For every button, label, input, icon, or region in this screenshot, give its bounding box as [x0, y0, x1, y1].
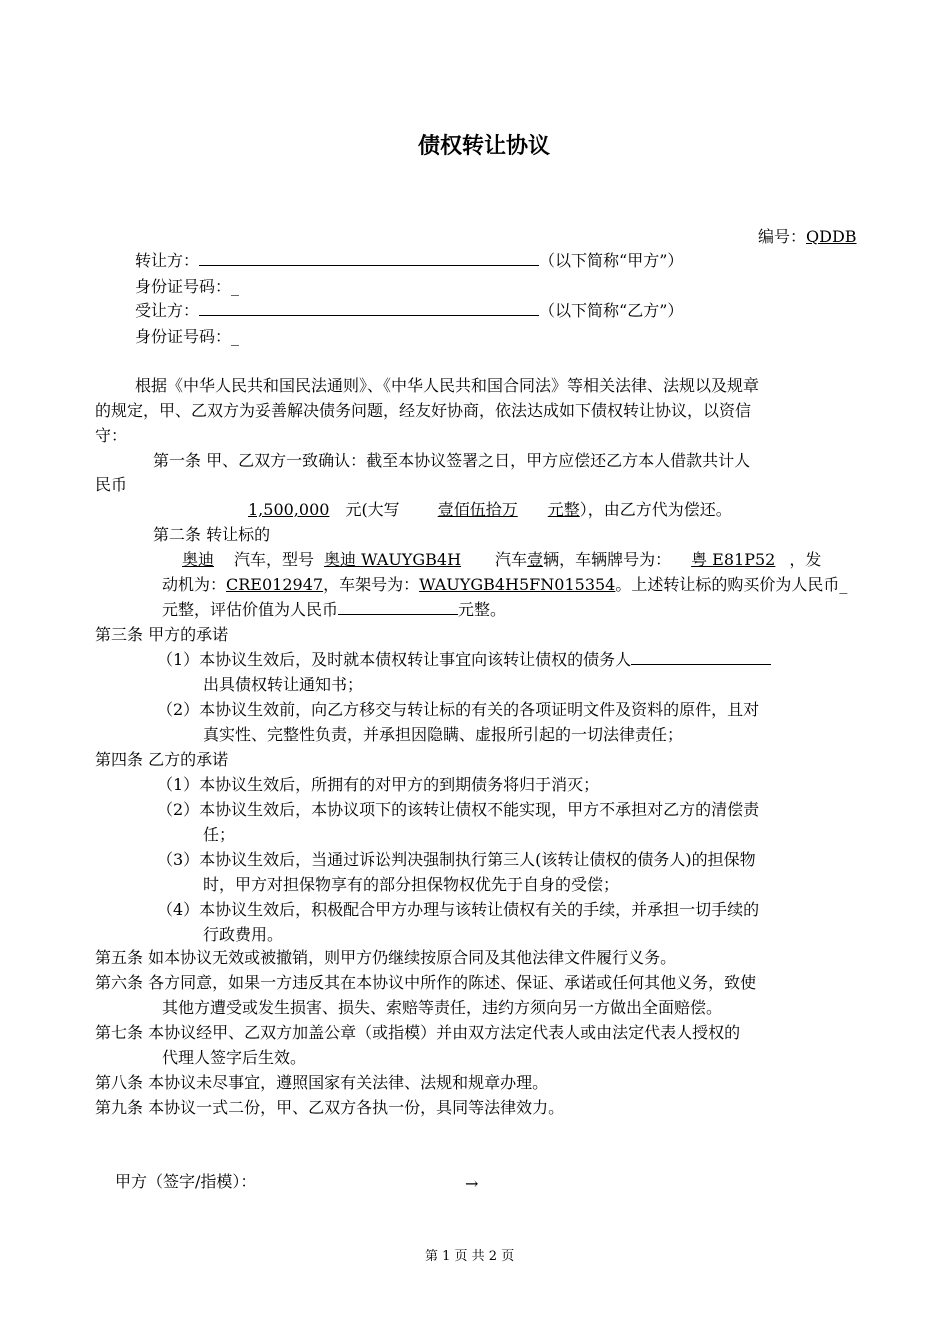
transferor-label: 转让方： [135, 251, 200, 270]
vehicle-text-1: 汽车，型号 [234, 550, 315, 569]
article-4-item-4-cont: 行政费用。 [203, 925, 284, 944]
amount-in-words: 壹佰伍拾万 元整 [437, 500, 580, 519]
article-4-item-2: （2）本协议生效后，本协议项下的该转让债权不能实现，甲方不承担对乙方的清偿责 [157, 800, 760, 819]
transferee-name-blank[interactable] [199, 300, 539, 316]
price-text: 。上述转让标的购买价为人民币_ [615, 575, 848, 594]
serial-value: QDDB [806, 227, 857, 246]
serial-label: 编号： [758, 227, 807, 246]
vehicle-plate: 粤 E81P52 [691, 550, 776, 569]
preamble-line-2: 的规定，甲、乙双方为妥善解决债务问题，经友好协商，依法达成如下债权转让协议，以资信 [95, 401, 752, 420]
article-3-item-2: （2）本协议生效前，向乙方移交与转让标的有关的各项证明文件及资料的原件，且对 [157, 700, 760, 719]
article-3-item-1-cont: 出具债权转让通知书； [203, 675, 364, 694]
article-4-item-2-cont: 任； [203, 825, 236, 844]
document-title: 债权转让协议 [418, 134, 551, 159]
valuation-suffix: 元整。 [458, 600, 507, 619]
vehicle-model: 奥迪 WAUYGB4H [324, 550, 462, 569]
debt-amount: 1,500,000 [248, 500, 330, 519]
arrow-icon: → [465, 1174, 479, 1193]
valuation-text: 元整，评估价值为人民币 [162, 600, 339, 619]
article-3-item-1-text: （1）本协议生效后，及时就本债权转让事宜向该转让债权的债务人 [157, 650, 632, 669]
article-4-item-4: （4）本协议生效后，积极配合甲方办理与该转让债权有关的手续，并承担一切手续的 [157, 900, 760, 919]
vehicle-qty: 壹 [527, 550, 544, 569]
article-6: 第六条 各方同意，如果一方违反其在本协议中所作的陈述、保证、承诺或任何其他义务，致使 [95, 973, 757, 992]
article-6-cont: 其他方遭受或发生损害、损失、索赔等责任，违约方须向另一方做出全面赔偿。 [162, 998, 723, 1017]
vehicle-brand: 奥迪 [182, 550, 215, 569]
transferee-label: 受让方： [135, 301, 200, 320]
article-2-line-3 [162, 598, 506, 622]
amount-unit: 元(大写 [345, 500, 400, 519]
transferee-id-line: 身份证号码：_ [135, 327, 240, 346]
signature-label: 甲方（签字/指模）： [115, 1172, 257, 1191]
article-3-item-1 [157, 648, 771, 672]
valuation-blank[interactable] [338, 599, 458, 615]
article-4-item-1: （1）本协议生效后，所拥有的对甲方的到期债务将归于消灭； [157, 775, 600, 794]
article-1-amount-line [218, 498, 732, 522]
frame-label: ，车架号为： [323, 575, 420, 594]
preamble-line-3: 守： [95, 426, 128, 445]
article-2-heading: 第二条 转让标的 [153, 525, 271, 544]
vehicle-text-4: ，发 [789, 550, 822, 569]
article-8: 第八条 本协议未尽事宜，遵照国家有关法律、法规和规章办理。 [95, 1073, 549, 1092]
article-1-line-2: 民币 [95, 475, 128, 494]
engine-label: 动机为： [162, 575, 227, 594]
article-7-cont: 代理人签字后生效。 [162, 1048, 307, 1067]
vehicle-text-3: 辆，车辆牌号为： [543, 550, 672, 569]
engine-number: CRE012947 [226, 575, 324, 594]
transferor-suffix: （以下简称“甲方”） [539, 251, 684, 270]
article-3-item-2-cont: 真实性、完整性负责，并承担因隐瞒、虚报所引起的一切法律责任； [203, 725, 684, 744]
frame-number: WAUYGB4H5FN015354 [419, 575, 616, 594]
article-3-heading: 第三条 甲方的承诺 [95, 625, 229, 644]
transferor-line [135, 249, 683, 273]
preamble-line-1: 根据《中华人民共和国民法通则》、《中华人民共和国合同法》等相关法律、法规以及规章 [135, 376, 760, 395]
transferee-suffix: （以下简称“乙方”） [539, 301, 684, 320]
article-9: 第九条 本协议一式二份，甲、乙双方各执一份，具同等法律效力。 [95, 1098, 565, 1117]
article-5: 第五条 如本协议无效或被撤销，则甲方仍继续按原合同及其他法律文件履行义务。 [95, 948, 677, 967]
transferor-name-blank[interactable] [199, 250, 539, 266]
transferor-id-line: 身份证号码：_ [135, 277, 240, 296]
article-1-line-1: 第一条 甲、乙双方一致确认：截至本协议签署之日，甲方应偿还乙方本人借款共计人 [153, 451, 751, 470]
article-4-heading: 第四条 乙方的承诺 [95, 750, 229, 769]
debtor-blank[interactable] [631, 649, 771, 665]
article-2-line-1 [162, 548, 821, 572]
vehicle-text-2: 汽车 [495, 550, 528, 569]
page-footer: 第 1 页 共 2 页 [425, 1249, 515, 1264]
serial-number [758, 225, 857, 249]
transferee-line [135, 299, 683, 323]
article-7: 第七条 本协议经甲、乙双方加盖公章（或指模）并由双方法定代表人或由法定代表人授权的 [95, 1023, 741, 1042]
article-2-line-2 [162, 573, 847, 597]
article-4-item-3-cont: 时，甲方对担保物享有的部分担保物权优先于自身的受偿； [203, 875, 620, 894]
article-1-tail: ），由乙方代为偿还。 [579, 500, 732, 519]
article-4-item-3: （3）本协议生效后，当通过诉讼判决强制执行第三人(该转让债权的债务人)的担保物 [157, 850, 756, 869]
